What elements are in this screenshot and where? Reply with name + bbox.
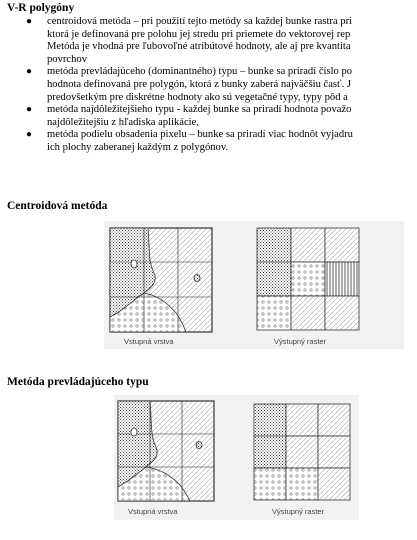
list-item: ● centroidová metóda – pri použití tejto metódy sa každej bunke rastra pri ktorá je definovaná pre polohu jej stredu pri priemete do vektorovej rep Metóda je vhodná pre ľubovoľné atribútové hodnoty, ale aj pre kvantita povrchov xyxy=(26,16,353,65)
input-caption: Vstupná vrstva xyxy=(128,507,178,516)
output-caption: Výstupný raster xyxy=(272,507,325,516)
output-raster xyxy=(257,228,359,330)
dominant-method-figure xyxy=(114,395,359,520)
list-item: ● metóda prevládajúceho (dominantného) typu – bunke sa priradí číslo po hodnota definovaná pre polygón, ktorá z bunky zaberá najväčšiu časť. J predovšetkým pre diskrétne hodnoty ako sú vegetačné typy, typy pôd a xyxy=(26,66,353,103)
bullet-icon: ● xyxy=(26,129,33,141)
input-caption: Vstupná vrstva xyxy=(124,337,174,346)
bullet-icon: ● xyxy=(26,104,33,116)
centroid-method-title: Centroidová metóda xyxy=(7,200,108,212)
bullet-icon: ● xyxy=(26,66,33,78)
input-layer-map xyxy=(110,228,212,332)
section-heading: V-R polygóny xyxy=(7,2,75,14)
centroid-method-figure xyxy=(104,221,404,349)
bullet-icon: ● xyxy=(26,16,33,27)
dominant-method-title: Metóda prevládajúceho typu xyxy=(7,376,149,388)
input-layer-map xyxy=(118,401,214,501)
method-list xyxy=(0,16,417,155)
output-raster xyxy=(254,404,350,500)
list-item: ● metóda najdôležitejšieho typu - každej bunke sa priradí hodnota považo najdôležitejšiu z hľadiska aplikácie, xyxy=(26,104,352,128)
list-item: ● metóda podielu obsadenia pixelu – bunke sa priradí viac hodnôt vyjadru ich plochy zaberanej každým z polygónov. xyxy=(26,129,353,153)
output-caption: Výstupný raster xyxy=(274,337,327,346)
